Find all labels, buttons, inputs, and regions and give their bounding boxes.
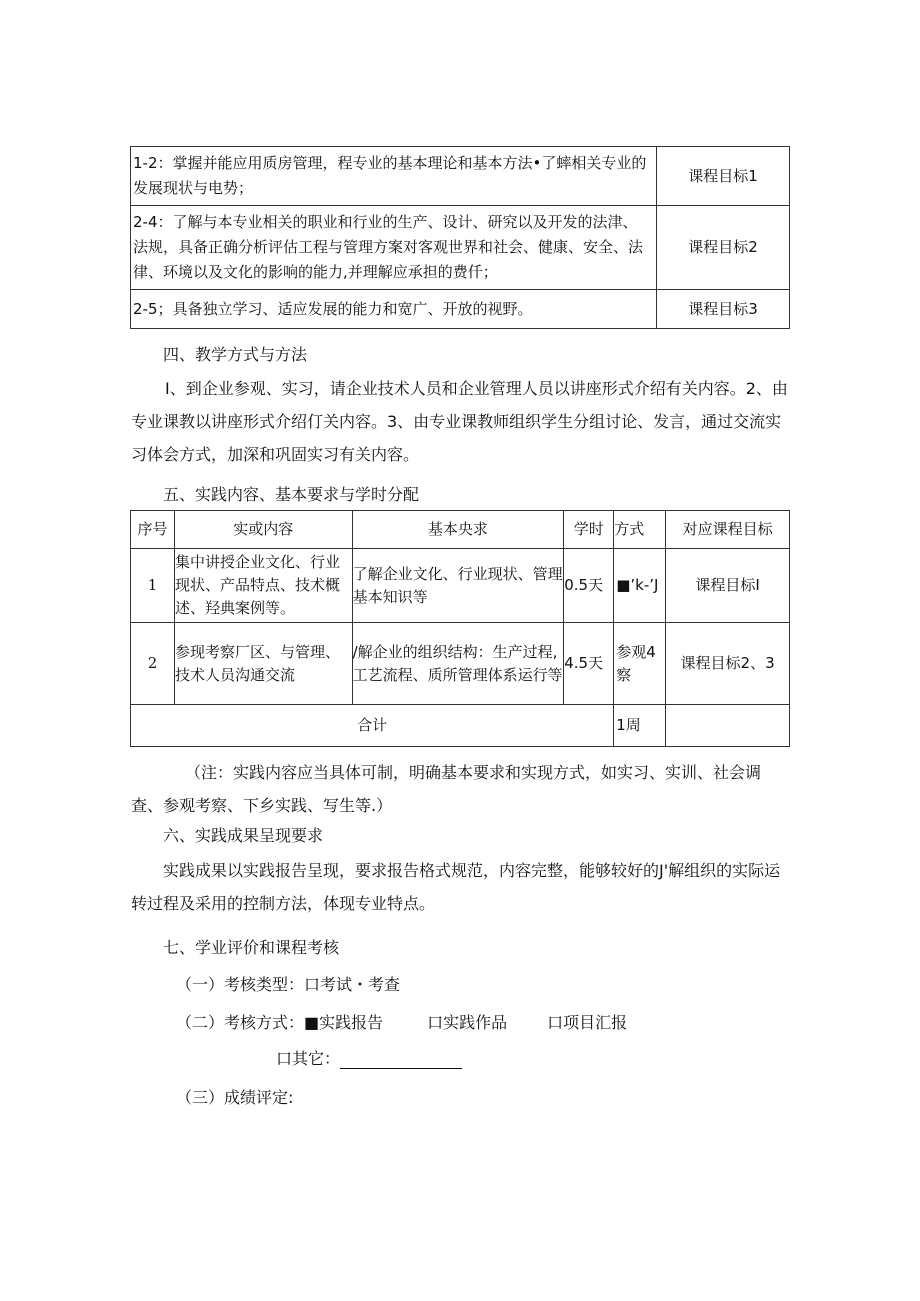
empty-cell: [666, 705, 790, 747]
table-row: [131, 290, 790, 329]
other-blank-line: [340, 1050, 462, 1069]
method-option-report: ■实践报告: [304, 1013, 384, 1032]
header-cell: 序号: [131, 511, 175, 549]
objectives-table: [130, 146, 790, 329]
requirement-cell: 了解企业文化、行业现状、管理基本知识等: [352, 549, 564, 623]
content-cell: 集中讲授企业文化、行业现状、产品特点、技术概述、羟典案例等。: [174, 549, 352, 623]
table-row: [131, 549, 790, 623]
section6-body: 实践成果以实践报告呈现，要求报告格式规范，内容完整，能够较好的J'解组织的实际运转过程及采用的控制方法，体现专业特点。: [131, 861, 781, 913]
method-option-work: 口实践作品: [427, 1013, 508, 1032]
goal-cell: 课程目标I: [666, 549, 790, 623]
row-number: 2: [131, 623, 175, 705]
exam-method-label: （二）考核方式：: [176, 1013, 305, 1032]
table-row: [131, 206, 790, 290]
objective-text: 2-5；具备独立学习、适应发展的能力和宽广、开放的视野。: [131, 290, 657, 329]
total-hours: 1周: [614, 705, 666, 747]
section4-body: I、到企业参观、实习，请企业技术人员和企业管理人员以讲座形式介绍有关内容。2、由专业课教以讲座形式介绍仃关内容。3、由专业课教师组织学生分组讨论、发言，通过交流实习体会方式，加深和巩固实习有关内容。: [131, 379, 788, 464]
other-label: 口其它：: [276, 1049, 341, 1068]
other-row: [276, 1046, 462, 1069]
course-goal: 课程目标3: [657, 290, 790, 329]
header-cell: 实或内容: [174, 511, 352, 549]
header-cell: 方式: [614, 511, 666, 549]
section5-heading: 五、实践内容、基本要求与学时分配: [163, 485, 420, 504]
section5-note: （注：实践内容应当具体可制，明确基本要求和实现方式，如实习、实训、社会调查、参观考察、下乡实践、写生等.）: [131, 763, 762, 815]
hours-cell: 4.5天: [564, 623, 614, 705]
exam-method-row: [176, 1010, 627, 1033]
section6-heading: 六、实践成果呈现要求: [163, 826, 324, 845]
header-cell: 学时: [564, 511, 614, 549]
section7-heading: 七、学业评价和课程考核: [163, 938, 340, 957]
goal-cell: 课程目标2、3: [666, 623, 790, 705]
exam-type: （一）考核类型：口考试・考查: [176, 975, 401, 994]
course-goal: 课程目标1: [657, 147, 790, 206]
grading: （三）成绩评定:: [176, 1088, 294, 1107]
hours-cell: 0.5天: [564, 549, 614, 623]
table-row: [131, 147, 790, 206]
row-number: 1: [131, 549, 175, 623]
method-cell: ■’k-’J: [614, 549, 666, 623]
method-option-project: 口项目汇报: [547, 1013, 628, 1032]
table-row: [131, 623, 790, 705]
section4-heading: 四、教学方式与方法: [163, 345, 308, 364]
practice-table: [130, 510, 790, 747]
content-cell: 参现考察厂区、与管理、技术人员沟通交流: [174, 623, 352, 705]
header-cell: 基本央求: [352, 511, 564, 549]
objective-text: 1-2：掌握并能应用质房管理，程专业的基本理论和基本方法•了蟀相关专业的发展现状与电势；: [131, 147, 657, 206]
method-cell: 参观4察: [614, 623, 666, 705]
table-header-row: [131, 511, 790, 549]
header-cell: 对应课程目标: [666, 511, 790, 549]
course-goal: 课程目标2: [657, 206, 790, 290]
objective-text: 2-4：了解与本专业相关的职业和行业的生产、设计、研究以及开发的法津、法规，具备正确分析评估工程与管理方案对客观世界和社会、健康、安全、法律、环境以及文化的影响的能力,并理解应承担的费仟；: [131, 206, 657, 290]
total-label: 合计: [131, 705, 614, 747]
table-total-row: [131, 705, 790, 747]
requirement-cell: /解企业的组织结构：生产过程,工艺流程、质所管理体系运行等: [352, 623, 564, 705]
